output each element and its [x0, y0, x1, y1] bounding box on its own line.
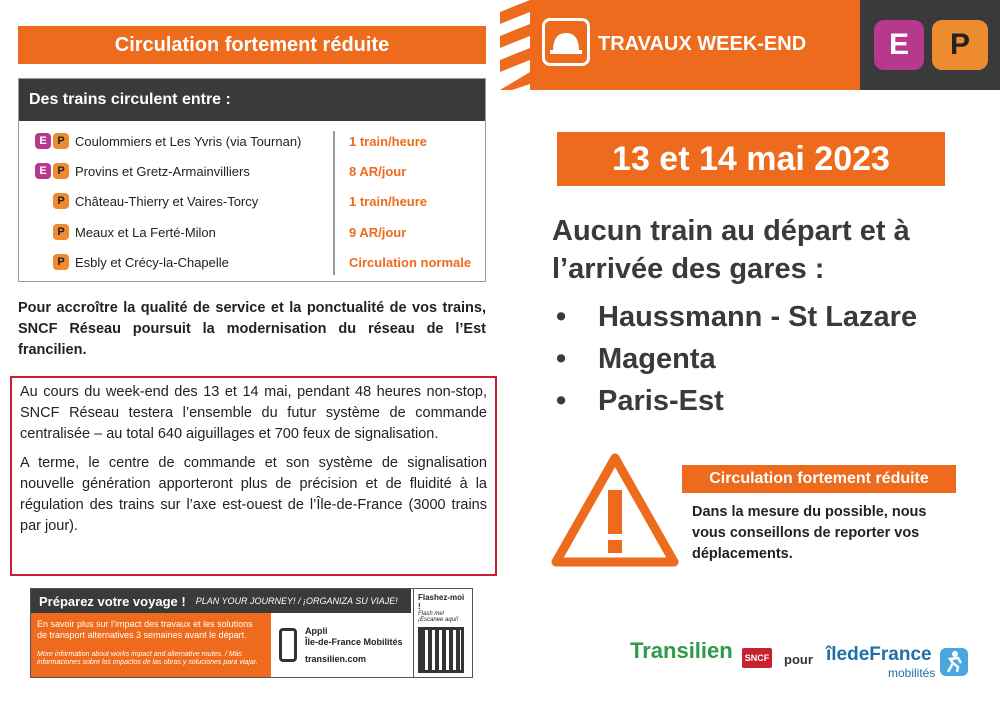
route-frequency: 1 train/heure: [349, 133, 428, 149]
route-name: Coulommiers et Les Yvris (via Tournan): [75, 133, 302, 149]
date-banner: 13 et 14 mai 2023: [557, 132, 945, 186]
route-name: Meaux et La Ferté-Milon: [75, 224, 216, 240]
table-row: [19, 156, 485, 186]
qr-panel: [413, 589, 473, 677]
table-row: [19, 217, 485, 247]
table-row: [19, 126, 485, 156]
qr-sub-2: ¡Escanee aquí!: [418, 617, 459, 623]
mobilites-text: mobilités: [888, 666, 936, 680]
sncf-logo: SNCF: [742, 648, 772, 668]
qr-sub-1: Flash me!: [418, 611, 445, 617]
route-frequency: Circulation normale: [349, 254, 472, 270]
line-e-badge: E: [35, 133, 51, 149]
helmet-icon: [542, 18, 590, 66]
table-row: [19, 247, 485, 277]
line-p-badge: P: [53, 193, 69, 209]
promo-header: [31, 589, 411, 613]
route-frequency: 8 AR/jour: [349, 163, 407, 179]
routes-table: [18, 78, 486, 282]
line-p-badge: P: [53, 254, 69, 270]
table-title: Des trains circulent entre :: [19, 79, 485, 121]
runner-icon: [940, 648, 968, 676]
app-label: Appli: [305, 625, 328, 636]
qr-code-icon[interactable]: [418, 627, 464, 673]
stripes-decoration: [500, 0, 530, 90]
line-p-badge: P: [53, 133, 69, 149]
station-item: • Paris-Est: [552, 380, 982, 422]
route-name: Esbly et Crécy-la-Chapelle: [75, 254, 229, 270]
top-banner: [18, 26, 486, 64]
phone-icon: [279, 628, 297, 662]
advice-text: Dans la mesure du possible, nous vous conseillons de reporter vos déplacements.: [692, 504, 927, 562]
info-box: [10, 376, 497, 576]
route-frequency: 9 AR/jour: [349, 224, 407, 240]
no-trains-heading: Aucun train au départ et à l’arrivée des gares :: [552, 215, 910, 285]
idf-logo: îledeFrance: [826, 644, 932, 665]
banner-text: Circulation fortement réduite: [114, 33, 390, 56]
line-p-badge: P: [53, 224, 69, 240]
route-name: Château-Thierry et Vaires-Torcy: [75, 193, 259, 209]
promo-body: [31, 613, 271, 677]
header-title: TRAVAUX WEEK-END: [598, 33, 807, 55]
transilien-logo: Transilien: [630, 638, 733, 663]
reduced-service-banner: Circulation fortement réduite: [682, 465, 956, 493]
promo-subtitle: PLAN YOUR JOURNEY! / ¡ORGANIZA SU VIAJE!: [195, 596, 398, 606]
station-item: • Magenta: [552, 338, 982, 380]
pour-text: pour: [784, 652, 813, 667]
promo-title: Préparez votre voyage !: [39, 593, 186, 609]
promo-box: [30, 588, 473, 678]
info-paragraph-2: A terme, le centre de commande et son système de signalisation nouvelle génération apporteront plus de précision et de fluidité à la régulation des trains sur l’axe est-ouest de l’Île-de-France (3000 trains par jour).: [20, 455, 487, 534]
line-p-badge: P: [53, 163, 69, 179]
line-e-badge: E: [35, 163, 51, 179]
line-e-large-badge: E: [874, 20, 924, 70]
stations-list: [552, 296, 982, 422]
station-item: • Haussmann - St Lazare: [552, 296, 982, 338]
promo-text: En savoir plus sur l’impact des travaux et les solutions de transport alternatives 3 semaines avant le départ.: [37, 619, 253, 640]
site-link[interactable]: transilien.com: [305, 653, 367, 664]
warning-icon: [550, 450, 680, 572]
table-row: [19, 186, 485, 216]
app-name: Île-de-France Mobilités: [305, 636, 403, 647]
intro-paragraph: Pour accroître la qualité de service et la ponctualité de vos trains, SNCF Réseau poursuit la modernisation du réseau de l’Est francilien.: [18, 300, 486, 358]
promo-small-text: More information about works impact and alternative routes. / Más informaciones sobre los impactos de las obras y soluciones para viajar.: [37, 651, 258, 666]
route-frequency: 1 train/heure: [349, 193, 428, 209]
line-p-large-badge: P: [932, 20, 988, 70]
promo-app[interactable]: [275, 613, 411, 677]
route-name: Provins et Gretz-Armainvilliers: [75, 163, 250, 179]
qr-title: Flashez-moi !: [418, 593, 465, 611]
info-paragraph-1: Au cours du week-end des 13 et 14 mai, pendant 48 heures non-stop, SNCF Réseau testera l’ensemble du futur système de commande centralisée – au total 640 aiguillages et 700 feux de signalisation.: [20, 384, 487, 442]
